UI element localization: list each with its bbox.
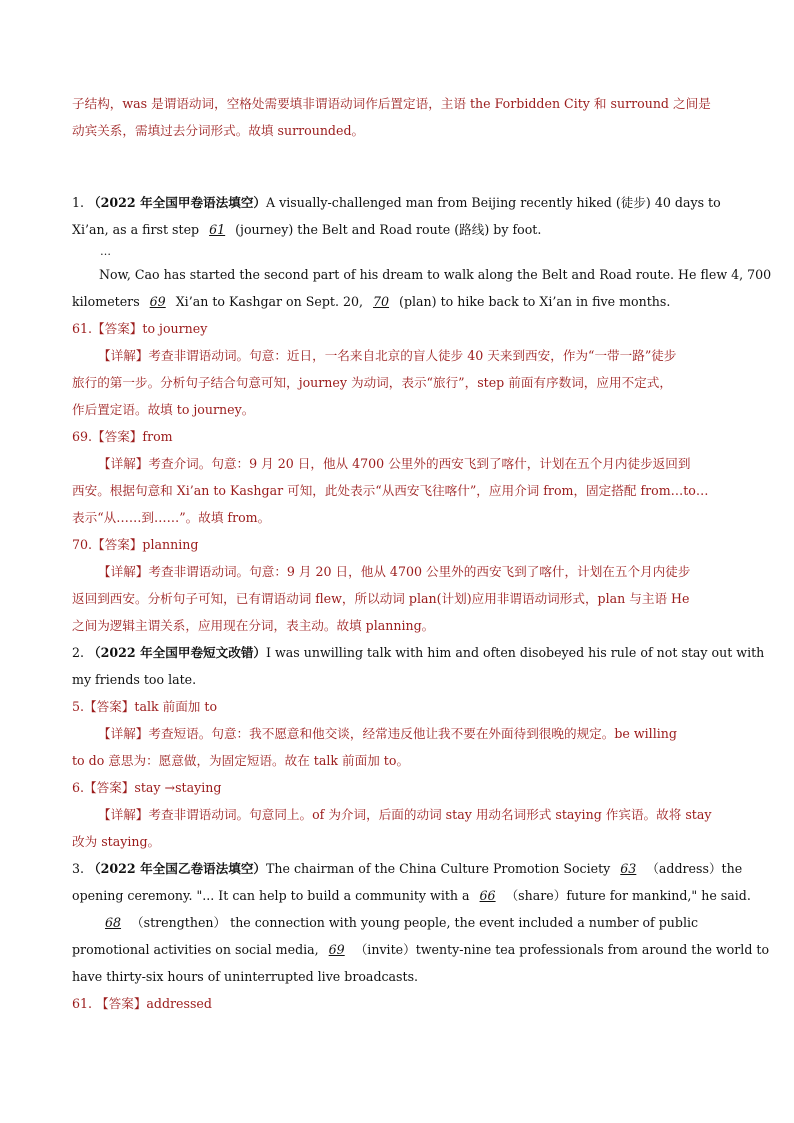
question-text: (plan) to hike back to Xi’an in five months. [395,294,671,309]
answer-61-label: 61.【答案】to journey [72,321,208,336]
intro-text: 。 [351,123,365,138]
question-text: promotional activities on social media, [72,942,323,957]
answer-5-detail: 【详解】考查短语。句意：我不愿意和他交谈，经常违反他让我不要在外面待到很晚的规定。be willing [98,726,677,741]
answer-5-detail: to do 意思为：愿意做，为固定短语。故在 talk 前面加 to。 [72,753,410,768]
question-number: 1. [72,195,85,210]
question-1 [72,189,772,639]
question-text: (journey) the Belt and Road route (路线) by foot. [231,222,542,237]
question-text: kilometers [72,294,144,309]
answer-6-detail: 改为 staying。 [72,834,161,849]
intro-term: surrounded [277,123,352,138]
question-text: The chairman of the China Culture Promotion Society [266,861,615,876]
answer-61-detail: 【详解】考查非谓语动词。句意：近日，一名来自北京的盲人徒步 40 天来到西安，作为“一带一路”徒步 [98,348,677,363]
intro-term: was [122,96,148,111]
question-text: opening ceremony. "... It can help to build a community with a [72,888,474,903]
intro-text: 之间是 [669,96,711,111]
question-3 [72,855,770,1017]
question-text: have thirty-six hours of uninterrupted live broadcasts. [72,969,419,984]
question-text: Xi’an to Kashgar on Sept. 20, [171,294,367,309]
answer-69-detail: 表示“从……到……”。故填 from。 [72,510,271,525]
answer-61-detail: 旅行的第一步。分析句子结合句意可知，journey 为动词，表示“旅行”，step 前面有序数词，应用不定式， [72,375,672,390]
question-number: 3. [72,861,85,876]
answer-69-detail: 【详解】考查介词。句意：9 月 20 日，他从 4700 公里外的西安飞到了喀什，计划在五个月内徒步返回到 [98,456,691,471]
blank-61: 61 [209,222,226,237]
question-text: Xi’an, as a first step [72,222,204,237]
question-source: （2022 年全国甲卷短文改错） [88,645,267,660]
blank-63: 63 [620,861,637,876]
document-page [72,90,772,1017]
answer-69-label: 69.【答案】from [72,429,173,444]
question-number: 2. [72,645,85,660]
blank-66: 66 [479,888,496,903]
blank-69-b: 69 [328,942,345,957]
intro-term: surround [610,96,669,111]
question-text: A visually-challenged man from Beijing recently hiked (徒步) 40 days to [266,195,721,210]
intro-text: 子结构， [72,96,123,111]
question-text: （strengthen） the connection with young people, the event included a number of public [127,915,699,930]
ellipsis: … [100,245,111,258]
answer-61b-label: 61. 【答案】addressed [72,996,212,1011]
blank-70: 70 [373,294,390,309]
question-text: （share）future for mankind," he said. [501,888,751,903]
answer-70-label: 70.【答案】planning [72,537,199,552]
question-text: （invite）twenty-nine tea professionals from around the world to [350,942,770,957]
question-text: （address）the [642,861,743,876]
answer-69-detail: 西安。根据句意和 Xi’an to Kashgar 可知，此处表示“从西安飞往喀什”，应用介词 from，固定搭配 from…to… [72,483,709,498]
answer-70-detail: 返回到西安。分析句子可知，已有谓语动词 flew，所以动词 plan(计划)应用非谓语动词形式，plan 与主语 He [72,591,690,606]
intro-text: 是谓语动词，空格处需要填非谓语动词作后置定语，主语 [147,96,470,111]
question-source: （2022 年全国乙卷语法填空） [88,861,267,876]
answer-5-label: 5.【答案】talk 前面加 to [72,699,218,714]
question-text: I was unwilling talk with him and often disobeyed his rule of not stay out with [266,645,765,660]
blank-68: 68 [105,915,122,930]
answer-70-detail: 【详解】考查非谓语动词。句意：9 月 20 日，他从 4700 公里外的西安飞到了喀什，计划在五个月内徒步 [98,564,691,579]
answer-70-detail: 之间为逻辑主谓关系，应用现在分词，表主动。故填 planning。 [72,618,435,633]
question-text: my friends too late. [72,672,197,687]
intro-paragraph [72,90,722,144]
intro-text: 动宾关系，需填过去分词形式。故填 [72,123,278,138]
question-text: Now, Cao has started the second part of his dream to walk along the Belt and Road route. He flew 4, 700 [99,267,772,282]
answer-6-label: 6.【答案】stay →staying [72,780,222,795]
answer-61-detail: 作后置定语。故填 to journey。 [72,402,255,417]
question-2 [72,639,765,855]
question-source: （2022 年全国甲卷语法填空） [88,195,267,210]
intro-term: the Forbidden City [470,96,590,111]
answer-6-detail: 【详解】考查非谓语动词。句意同上。of 为介词，后面的动词 stay 用动名词形式 staying 作宾语。故将 stay [98,807,712,822]
blank-69: 69 [149,294,166,309]
intro-text: 和 [589,96,611,111]
